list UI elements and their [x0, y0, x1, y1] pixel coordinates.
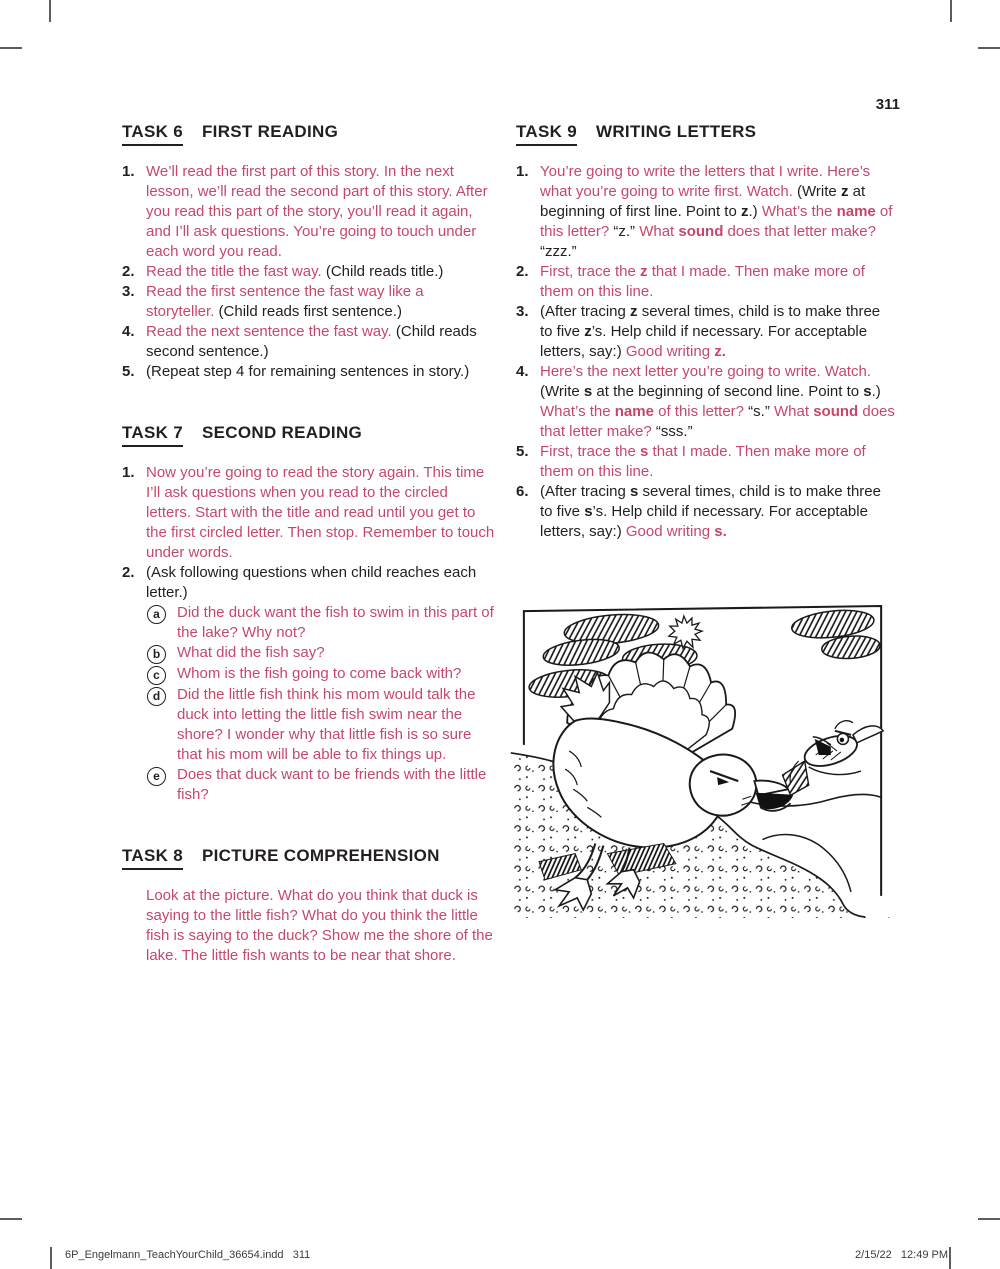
item-number: 4. [516, 363, 529, 380]
text-run: Does that duck want to be friends with the little fish? [177, 766, 487, 803]
item-text [540, 302, 896, 362]
text-run: s [863, 383, 872, 400]
item-number: 2. [516, 263, 529, 280]
text-run: s [640, 443, 649, 460]
text-run: sound [813, 403, 859, 420]
text-run: z. [714, 343, 726, 360]
text-run: What’s the [540, 403, 615, 420]
list-item [122, 162, 496, 262]
text-run: Read the first sentence the fast way like a storyteller. [146, 283, 424, 320]
item-text [177, 765, 496, 805]
text-run: First, trace the [540, 263, 641, 280]
tasks-right [516, 122, 896, 542]
task-title: FIRST READING [202, 122, 339, 141]
text-run: (After tracing [540, 483, 631, 500]
column-right [516, 122, 896, 924]
list-item [516, 262, 896, 302]
crop-mark-bottom-left-v [50, 1247, 52, 1269]
text-run: (Write [540, 383, 584, 400]
text-run: Did the duck want the fish to swim in this part of the lake? Why not? [177, 604, 494, 641]
text-run: ’s. Help child if necessary. For acceptable letters, say:) [540, 323, 868, 360]
text-run: Read the next sentence the fast way. [146, 323, 396, 340]
task-label: TASK 9 [516, 122, 577, 146]
item-text [146, 262, 496, 282]
item-text [540, 482, 896, 542]
tasks-left [122, 122, 496, 966]
task-heading [516, 122, 896, 146]
list-item [122, 685, 496, 765]
item-text [146, 362, 496, 382]
text-run: Look at the picture. What do you think that duck is saying to the little fish? What do you think the little fish is saying to the duck? Show me the shore of the lake. The little fish wants to be near that shore. [146, 887, 493, 964]
text-run: z [630, 303, 638, 320]
item-text [540, 162, 896, 262]
item-text [146, 322, 496, 362]
task-title: SECOND READING [202, 423, 363, 442]
crop-mark-bottom-right-h [978, 1218, 1000, 1220]
text-run: does that letter make? [540, 403, 895, 440]
list-item [122, 282, 496, 322]
text-run: What [774, 403, 814, 420]
crop-mark-bottom-left-h [0, 1218, 22, 1220]
text-run: .) [748, 203, 762, 220]
list-item [122, 322, 496, 362]
text-run: (After tracing [540, 303, 631, 320]
task-heading [122, 423, 496, 447]
task-label: TASK 8 [122, 846, 183, 870]
task-7 [122, 423, 496, 805]
text-run: We’ll read the first part of this story. In the next lesson, we’ll read the second part of this story. After you read this part of the story, you’ll read it again, and I’ll ask questions. You’re going to touch under each word you read. [146, 163, 488, 260]
task-6 [122, 122, 496, 382]
item-number: 3. [516, 303, 529, 320]
text-run: You’re going to write the letters that I write. Here’s what you’re going to write first. Watch. [540, 163, 871, 200]
text-run: Good writing [625, 523, 715, 540]
list-item [516, 362, 896, 442]
list-item [122, 664, 496, 685]
list-item [122, 463, 496, 563]
text-run: z [840, 183, 849, 200]
circled-letter: c [147, 666, 166, 685]
text-run: z [640, 263, 648, 280]
text-run: (Child reads title.) [325, 263, 444, 280]
text-run: Whom is the fish going to come back with? [177, 665, 462, 682]
text-run: What did the fish say? [177, 644, 325, 661]
text-run: of this letter? [540, 203, 893, 240]
item-number: 2. [122, 564, 135, 581]
item-text [540, 362, 896, 442]
text-run: at beginning of first line. Point to [540, 183, 866, 220]
crop-mark-top-left-v [49, 0, 51, 22]
list-item [122, 563, 496, 603]
list-item [122, 362, 496, 382]
text-run: s [584, 503, 593, 520]
task-heading [122, 846, 496, 870]
list-item [516, 302, 896, 362]
text-run: (Ask following questions when child reaches each letter.) [146, 564, 477, 601]
list-item [516, 482, 896, 542]
text-run: several times, child is to make three to five [540, 483, 881, 520]
text-run: s [630, 483, 639, 500]
text-run: (Child reads first sentence.) [218, 303, 402, 320]
column-left [122, 122, 496, 966]
text-run: Did the little fish think his mom would talk the duck into letting the little fish swim near the shore? I wonder why that little fish is so sure that his mom will be able to fix things up. [177, 686, 476, 763]
crop-mark-top-right-v [950, 0, 952, 22]
task-9 [516, 122, 896, 542]
item-text [177, 664, 496, 684]
list-item [122, 262, 496, 282]
task-heading [122, 122, 496, 146]
item-text [146, 886, 496, 966]
item-number: 5. [122, 363, 135, 380]
item-text [146, 563, 496, 603]
footer-filename: 6P_Engelmann_TeachYourChild_36654.indd 311 [65, 1249, 311, 1261]
circled-letter: b [147, 645, 166, 664]
text-run: several times, child is to make three to five [540, 303, 881, 340]
footer-timestamp: 2/15/22 12:49 PM [855, 1249, 948, 1261]
item-number: 5. [516, 443, 529, 460]
item-number: 6. [516, 483, 529, 500]
task-title: PICTURE COMPREHENSION [202, 846, 440, 865]
text-run: (Child reads second sentence.) [146, 323, 477, 360]
list-item [122, 643, 496, 664]
text-run: sound [678, 223, 724, 240]
text-run: .) [871, 383, 881, 400]
item-number: 1. [122, 464, 135, 481]
item-number: 3. [122, 283, 135, 300]
text-run: “z.” [613, 223, 640, 240]
page-number: 311 [875, 96, 900, 113]
task-label: TASK 7 [122, 423, 183, 447]
item-number: 1. [122, 163, 135, 180]
item-text [540, 442, 896, 482]
text-run: at the beginning of second line. Point to [592, 383, 864, 400]
text-run: ’s. Help child if necessary. For acceptable letters, say:) [540, 503, 868, 540]
circled-letter: a [147, 605, 166, 624]
text-run: “zzz.” [540, 243, 577, 260]
text-run: does that letter make? [723, 223, 876, 240]
crop-mark-top-right-h [978, 47, 1000, 49]
item-text [146, 162, 496, 262]
list-item [516, 162, 896, 262]
list-item [516, 442, 896, 482]
text-run: Good writing [625, 343, 715, 360]
item-number: 1. [516, 163, 529, 180]
text-run: First, trace the [540, 443, 641, 460]
crop-mark-bottom-right-v [949, 1247, 951, 1269]
text-run: name [836, 203, 876, 220]
text-run: Read the title the fast way. [146, 263, 326, 280]
task-8 [122, 846, 496, 966]
circled-letter: e [147, 767, 166, 786]
crop-mark-top-left-h [0, 47, 22, 49]
text-run: Here’s the next letter you’re going to write. Watch. [540, 363, 871, 380]
text-run: name [614, 403, 654, 420]
text-run: “sss.” [655, 423, 693, 440]
text-run: of this letter? [653, 403, 749, 420]
text-run: Now you’re going to read the story again. This time I’ll ask questions when you read to the circled letters. Start with the title and read until you get to the first circled letter. Then stop. Remember to touch under words. [146, 464, 495, 561]
text-run: s. [714, 523, 727, 540]
item-number: 2. [122, 263, 135, 280]
text-run: that I made. Then make more of them on this line. [540, 263, 865, 300]
item-number: 4. [122, 323, 135, 340]
item-text [177, 685, 496, 765]
list-item [122, 765, 496, 805]
text-run: What [639, 223, 679, 240]
circled-letter: d [147, 687, 166, 706]
text-run: s [583, 383, 593, 400]
text-run: z [584, 323, 592, 340]
text-run: z [740, 203, 749, 220]
text-run: that I made. Then make more of them on this line. [540, 443, 866, 480]
item-text [146, 282, 496, 322]
list-item [122, 886, 496, 966]
list-item [122, 603, 496, 643]
text-run: (Write [797, 183, 841, 200]
text-run: (Repeat step 4 for remaining sentences in story.) [146, 363, 470, 380]
item-text [177, 643, 496, 663]
item-text [177, 603, 496, 643]
text-run: What’s the [761, 203, 837, 220]
item-text [540, 262, 896, 302]
task-label: TASK 6 [122, 122, 183, 146]
task-title: WRITING LETTERS [596, 122, 757, 141]
text-run: “s.” [748, 403, 774, 420]
duck-fish-illustration [510, 602, 896, 924]
item-text [146, 463, 496, 563]
